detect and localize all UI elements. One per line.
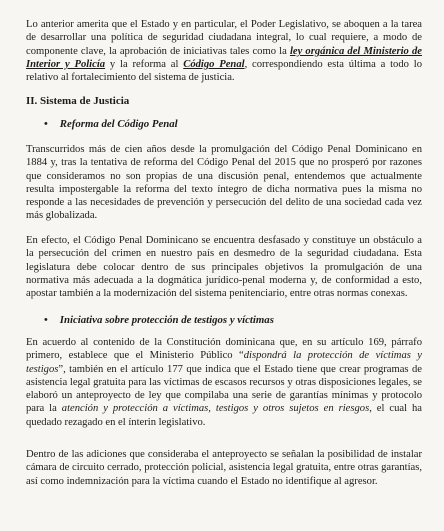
quoted-text: atención y protección a víctimas, testigos y otros sujetos en riesgos [61,403,370,415]
subsection-title: Iniciativa sobre protección de testigos y víctimas [59,314,274,326]
paragraph-penal-code-history: Transcurridos más de cien años desde la promulgación del Código Penal Dominicano en 1884 y, tras la tentativa de reforma del Código Penal del 2015 que no prosperó por razones que consideramos no son propias de una discusión penal, entendemos que actualmente resulta impostergable la reforma del texto íntegro de dicha normativa pues la misma no responde a las necesidades de prevención y persecución del delito de una sociedad cada vez más globalizada. [26,144,422,222]
paragraph-constitution [26,336,422,429]
body-text: En acuerdo al contenido de la Constitución dominicana que, en su artículo 169, párrafo primero, establece que el Ministerio Público “ [26,337,422,362]
paragraph-additions: Dentro de las adiciones que consideraba el anteproyecto se señalan la posibilidad de instalar cámara de circuito cerrado, protección policial, asistencia legal gratuita, entre otras garantías, así como indemnización para la víctima cuando el Estado no identifique al agresor. [26,449,422,487]
bullet-marker: • [44,314,48,326]
body-text: , el cual ha quedado rezagado en el ínterin legislativo. [26,403,423,428]
intro-text: , correspondiendo esta última a todo lo relativo al fortalecimiento del sistema de justicia. [26,58,422,84]
section-heading: II. Sistema de Justicia [26,95,130,107]
quoted-text: dispondrá la protección de víctimas y testigos [26,350,422,375]
paragraph-penal-code-outdated: En efecto, el Código Penal Dominicano se encuentra desfasado y constituye un obstáculo a la persecución del crimen en nuestro país en desmedro de la seguridad ciudadana. Esta legislatura debe colocar dentro de sus principales objetivos la promulgación de una normativa más adecuada a la dogmática jurídico-penal moderna y, de conformidad a esto, apostar también a la modernización del sistema penitenciario, entre otras normas conexas. [26,235,422,300]
law-reference-interior: ley orgánica del Ministerio de Interior y Policía [26,45,422,70]
bullet-marker: • [44,118,48,130]
intro-text: Lo anterior amerita que el Estado y en particular, el Poder Legislativo, se aboquen a la tarea de desarrollar una política de seguridad ciudadana integral, lo cual requiere, a modo de componente clave, la aprobación de iniciativas tales como la [26,19,422,57]
subsection-title: Reforma del Código Penal [59,118,178,130]
subsection-heading-penal-code [44,118,178,130]
body-text: ”, también en el artículo 177 que indica que el Estado tiene que crear programas de asistencia legal gratuita para las víctimas de escasos recursos y otras disposiciones legales, se elaboró un anteproyecto de ley que compilaba una serie de garantías mínimas y protocolo para la [26,363,422,415]
intro-text: y la reforma al [105,58,184,70]
subsection-heading-witness-protection [44,314,274,326]
law-reference-penal-code: Código Penal [183,58,245,70]
intro-paragraph [26,18,422,84]
